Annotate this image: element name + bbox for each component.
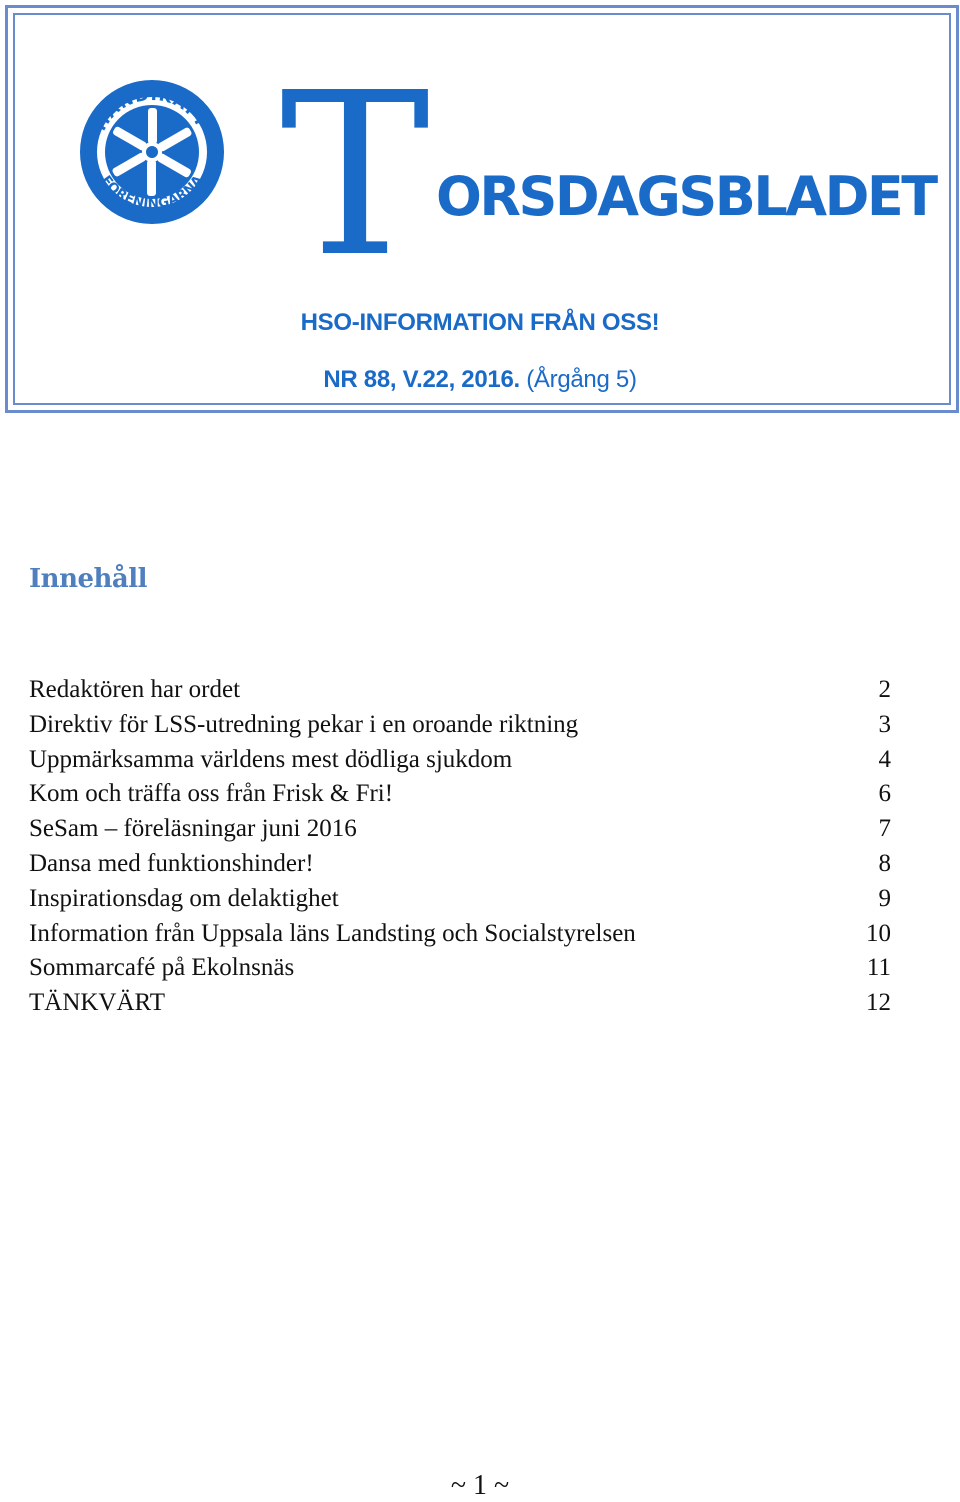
toc-item-title: Uppmärksamma världens mest dödliga sjukdom <box>29 745 513 773</box>
svg-text:HANDIKAPP <box>91 85 214 135</box>
logo-text-bottom: FÖRENINGARNA <box>97 172 207 213</box>
logo-text-top: HANDIKAPP <box>90 84 214 135</box>
toc-item[interactable] <box>29 676 891 711</box>
toc-item[interactable] <box>29 850 891 885</box>
issue-volume: (Årgång 5) <box>519 366 637 393</box>
toc-item-page: 11 <box>866 954 891 982</box>
toc-item-page: 9 <box>878 884 891 912</box>
svg-text:FÖRENINGARNA <box>98 172 207 212</box>
toc-item[interactable] <box>29 885 891 920</box>
toc-item-title: Dansa med funktionshinder! <box>29 849 314 877</box>
page-number: ~ 1 ~ <box>450 1470 510 1501</box>
toc-item-title: Sommarcafé på Ekolnsnäs <box>29 954 295 982</box>
toc-item[interactable] <box>29 780 891 815</box>
toc-item-page: 8 <box>878 849 891 877</box>
toc-item-page: 10 <box>866 919 891 947</box>
handikappforeningarna-logo-icon <box>78 78 226 226</box>
toc-item[interactable] <box>29 989 891 1024</box>
toc-item-page: 7 <box>878 815 891 843</box>
issue-number: NR 88, V.22, 2016. <box>323 366 520 393</box>
toc-item-title: Kom och träffa oss från Frisk & Fri! <box>29 780 394 808</box>
toc-item[interactable] <box>29 711 891 746</box>
subtitle: HSO-INFORMATION FRÅN OSS! <box>300 309 660 336</box>
table-of-contents <box>29 676 891 1024</box>
issue-line <box>0 366 960 394</box>
toc-item-title: SeSam – föreläsningar juni 2016 <box>29 815 357 843</box>
toc-item[interactable] <box>29 815 891 850</box>
toc-item[interactable] <box>29 954 891 989</box>
toc-item[interactable] <box>29 746 891 781</box>
toc-item-page: 6 <box>878 780 891 808</box>
header-frame <box>5 5 959 413</box>
toc-item-title: TÄNKVÄRT <box>29 989 165 1017</box>
title-initial: T <box>280 45 431 307</box>
toc-heading: Innehåll <box>29 564 148 594</box>
toc-item[interactable] <box>29 920 891 955</box>
toc-item-page: 2 <box>878 676 891 703</box>
toc-item-title: Information från Uppsala läns Landsting och Socialstyrelsen <box>29 919 636 947</box>
toc-item-title: Direktiv för LSS-utredning pekar i en oroande riktning <box>29 710 579 738</box>
toc-item-title: Redaktören har ordet <box>29 676 241 703</box>
toc-item-page: 12 <box>866 989 891 1017</box>
newsletter-title: ORSDAGSBLADET <box>436 165 936 228</box>
toc-item-page: 3 <box>878 710 891 738</box>
toc-item-title: Inspirationsdag om delaktighet <box>29 884 339 912</box>
toc-item-page: 4 <box>878 745 891 773</box>
